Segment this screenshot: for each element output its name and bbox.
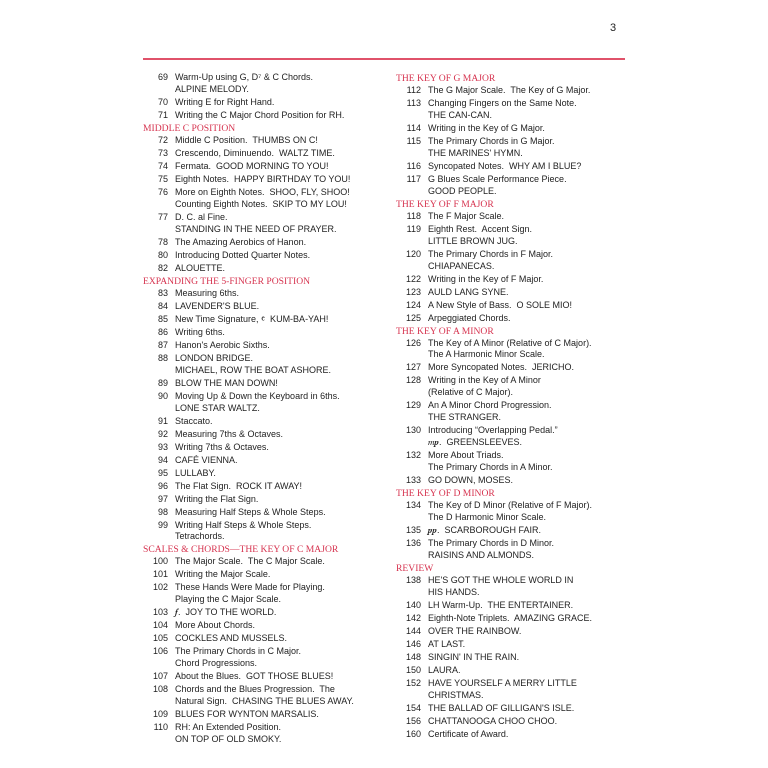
page-ref: 126 xyxy=(405,337,421,348)
toc-right-column xyxy=(396,72,628,742)
toc-entry[interactable] xyxy=(396,613,628,625)
page-ref: 146 xyxy=(405,638,421,649)
entry-title: The Primary Chords in D Minor. RAISINS AND ALMONDS. xyxy=(428,537,555,560)
entry-title: The Primary Chords in F Major. CHIAPANECAS. xyxy=(428,248,554,271)
section-heading: SCALES & CHORDS—THE KEY OF C MAJOR xyxy=(143,544,339,556)
entry-title: 𝆑. JOY TO THE WORLD. xyxy=(175,607,277,618)
entry-title: HE'S GOT THE WHOLE WORLD IN HIS HANDS. xyxy=(428,574,574,597)
toc-entry[interactable] xyxy=(396,400,628,424)
toc-entry[interactable] xyxy=(396,161,628,173)
page-ref: 105 xyxy=(152,633,168,644)
entry-title: Measuring 6ths. xyxy=(175,287,240,298)
page-ref: 127 xyxy=(405,362,421,373)
entry-title: Changing Fingers on the Same Note. THE CAN-CAN. xyxy=(428,98,577,120)
entry-title: Measuring Half Steps & Whole Steps. xyxy=(175,506,326,517)
section-heading: THE KEY OF A MINOR xyxy=(396,325,494,337)
toc-entry[interactable] xyxy=(143,709,375,721)
page-ref: 87 xyxy=(157,339,168,350)
toc-entry[interactable] xyxy=(396,716,628,728)
entry-title: More About Triads. The Primary Chords in A Minor. xyxy=(428,450,553,473)
entry-title: LAURA. xyxy=(428,664,461,675)
entry-title: Eighth Notes. HAPPY BIRTHDAY TO YOU! xyxy=(175,173,351,184)
toc-entry[interactable] xyxy=(396,665,628,677)
page-ref: 83 xyxy=(157,287,168,298)
toc-entry[interactable] xyxy=(396,274,628,286)
toc-entry[interactable] xyxy=(396,224,628,248)
page-ref: 118 xyxy=(406,210,421,221)
toc-entry[interactable] xyxy=(396,362,628,374)
entry-title: Measuring 7ths & Octaves. xyxy=(175,428,284,439)
page-number: 3 xyxy=(610,22,617,34)
toc-entry[interactable] xyxy=(396,338,628,362)
toc-entry[interactable] xyxy=(143,481,375,493)
entry-title: Crescendo, Diminuendo. WALTZ TIME. xyxy=(175,147,335,158)
entry-title: BLOW THE MAN DOWN! xyxy=(175,377,278,388)
page-ref: 91 xyxy=(157,415,168,426)
entry-title: Syncopated Notes. WHY AM I BLUE? xyxy=(428,160,582,171)
entry-title: LH Warm-Up. THE ENTERTAINER. xyxy=(428,599,574,610)
toc-entry[interactable] xyxy=(396,652,628,664)
entry-title: RH: An Extended Position. ON TOP OF OLD SMOKY. xyxy=(175,722,282,745)
entry-title: Arpeggiated Chords. xyxy=(428,312,511,323)
toc-entry[interactable] xyxy=(143,684,375,708)
entry-title: More on Eighth Notes. SHOO, FLY, SHOO! Counting Eighth Notes. SKIP TO MY LOU! xyxy=(175,186,350,209)
page-ref: 86 xyxy=(157,326,168,337)
entry-title: ALOUETTE. xyxy=(175,262,226,273)
entry-title: COCKLES AND MUSSELS. xyxy=(175,633,288,644)
entry-title: Introducing Dotted Quarter Notes. xyxy=(175,249,311,260)
section-heading: MIDDLE C POSITION xyxy=(143,122,236,134)
page-ref: 107 xyxy=(152,671,168,682)
page-ref: 99 xyxy=(157,519,168,530)
entry-title: The Flat Sign. ROCK IT AWAY! xyxy=(175,480,303,491)
page-ref: 140 xyxy=(405,599,421,610)
section-heading: THE KEY OF G MAJOR xyxy=(396,73,496,84)
toc-entry[interactable] xyxy=(396,626,628,638)
section-heading: EXPANDING THE 5-FINGER POSITION xyxy=(143,275,311,287)
entry-title: Eighth-Note Triplets. AMAZING GRACE. xyxy=(428,612,593,623)
page-ref: 76 xyxy=(157,186,168,197)
toc-entry[interactable] xyxy=(143,314,375,326)
toc-entry[interactable] xyxy=(143,722,375,746)
toc-entry[interactable] xyxy=(143,250,375,262)
toc-entry[interactable] xyxy=(396,300,628,312)
entry-title: Certificate of Award. xyxy=(428,728,509,739)
page-ref: 154 xyxy=(405,702,421,713)
entry-title: HAVE YOURSELF A MERRY LITTLE CHRISTMAS. xyxy=(428,677,577,700)
toc-entry[interactable] xyxy=(396,123,628,135)
page-ref: 72 xyxy=(157,134,168,145)
entry-title: Moving Up & Down the Keyboard in 6ths. LONE STAR WALTZ. xyxy=(175,390,340,413)
page-ref: 85 xyxy=(157,313,168,324)
toc-left-column xyxy=(143,72,375,747)
page-ref: 113 xyxy=(406,98,421,108)
page-ref: 120 xyxy=(405,248,421,259)
toc-entry[interactable] xyxy=(396,287,628,299)
toc-entry[interactable] xyxy=(143,620,375,632)
entry-title: A New Style of Bass. O SOLE MIO! xyxy=(428,299,573,310)
page-ref: 136 xyxy=(405,537,421,548)
entry-title: New Time Signature, 𝄴 KUM-BA-YAH! xyxy=(175,313,329,324)
entry-title: More Syncopated Notes. JERICHO. xyxy=(428,362,575,373)
toc-entry[interactable] xyxy=(396,525,628,537)
page-ref: 133 xyxy=(405,475,421,486)
page-ref: 144 xyxy=(405,625,421,636)
toc-entry[interactable] xyxy=(143,327,375,339)
entry-title: The Amazing Aerobics of Hanon. xyxy=(175,236,307,247)
toc-entry[interactable] xyxy=(143,442,375,454)
toc-entry[interactable] xyxy=(143,633,375,645)
page-ref: 74 xyxy=(157,160,168,171)
toc-entry[interactable] xyxy=(396,538,628,562)
toc-entry[interactable] xyxy=(143,494,375,506)
entry-title: Writing the Major Scale. xyxy=(175,569,271,580)
toc-entry[interactable] xyxy=(143,520,375,544)
toc-entry[interactable] xyxy=(143,391,375,415)
entry-title: Chords and the Blues Progression. The Natural Sign. CHASING THE BLUES AWAY. xyxy=(175,684,354,707)
page-ref: 129 xyxy=(405,400,421,411)
entry-title: Staccato. xyxy=(175,415,213,426)
toc-entry[interactable] xyxy=(143,353,375,377)
entry-title: More About Chords. xyxy=(175,620,256,631)
page-ref: 80 xyxy=(157,249,168,260)
entry-title: Writing E for Right Hand. xyxy=(175,96,275,107)
page-ref: 116 xyxy=(406,160,421,171)
page-ref: 135 xyxy=(405,524,421,535)
toc-entry[interactable] xyxy=(143,135,375,147)
page-ref: 104 xyxy=(152,620,168,631)
toc-entry[interactable] xyxy=(396,425,628,449)
entry-title: OVER THE RAINBOW. xyxy=(428,625,522,636)
toc-entry[interactable] xyxy=(396,375,628,399)
page-ref: 75 xyxy=(157,173,168,184)
entry-title: GO DOWN, MOSES. xyxy=(428,475,514,486)
page-ref: 100 xyxy=(152,556,168,567)
toc-entry[interactable] xyxy=(143,646,375,670)
entry-title: The Major Scale. The C Major Scale. xyxy=(175,556,325,567)
entry-title: Middle C Position. THUMBS ON C! xyxy=(175,134,318,145)
page-ref: 69 xyxy=(157,72,168,82)
entry-title: These Hands Were Made for Playing. Playing the C Major Scale. xyxy=(175,582,325,605)
page-ref: 156 xyxy=(405,715,421,726)
toc-entry[interactable] xyxy=(143,301,375,313)
entry-title: An A Minor Chord Progression. THE STRANGER. xyxy=(428,400,552,423)
page-ref: 134 xyxy=(405,500,421,511)
page-ref: 94 xyxy=(157,454,168,465)
toc-entry[interactable] xyxy=(143,569,375,581)
entry-title: D. C. al Fine. STANDING IN THE NEED OF PRAYER. xyxy=(175,211,337,234)
toc-entry[interactable] xyxy=(143,187,375,211)
page-ref: 106 xyxy=(152,646,168,657)
header-rule xyxy=(143,58,625,60)
toc-entry[interactable] xyxy=(396,703,628,715)
toc-entry[interactable] xyxy=(143,582,375,606)
page-ref: 142 xyxy=(405,612,421,623)
page-ref: 77 xyxy=(157,211,168,222)
page-ref: 97 xyxy=(157,493,168,504)
page-ref: 82 xyxy=(157,262,168,273)
entry-title: Writing the C Major Chord Position for RH. xyxy=(175,109,345,120)
toc-entry[interactable] xyxy=(143,148,375,160)
page-ref: 124 xyxy=(405,299,421,310)
section-heading: THE KEY OF D MINOR xyxy=(396,488,495,500)
page-ref: 117 xyxy=(406,173,421,184)
toc-entry[interactable] xyxy=(143,263,375,275)
page-ref: 93 xyxy=(157,441,168,452)
page-ref: 90 xyxy=(157,390,168,401)
toc-entry[interactable] xyxy=(396,136,628,160)
toc-entry[interactable] xyxy=(143,72,375,96)
toc-entry[interactable] xyxy=(143,468,375,480)
toc-entry[interactable] xyxy=(396,211,628,223)
page-ref: 125 xyxy=(405,312,421,323)
page-ref: 95 xyxy=(157,467,168,478)
toc-entry[interactable] xyxy=(143,340,375,352)
toc-entry[interactable] xyxy=(143,416,375,428)
entry-title: Hanon's Aerobic Sixths. xyxy=(175,339,270,350)
page-ref: 70 xyxy=(157,96,168,107)
page-ref: 89 xyxy=(157,377,168,388)
page-ref: 123 xyxy=(405,286,421,297)
toc-entry[interactable] xyxy=(396,678,628,702)
page-ref: 122 xyxy=(405,273,421,284)
toc-entry[interactable] xyxy=(396,174,628,198)
entry-title: The Key of D Minor (Relative of F Major). The D Harmonic Minor Scale. xyxy=(428,500,593,522)
toc-entry[interactable] xyxy=(143,174,375,186)
page-ref: 96 xyxy=(157,480,168,491)
toc-entry[interactable] xyxy=(143,161,375,173)
toc-entry[interactable] xyxy=(143,97,375,109)
entry-title: Eighth Rest. Accent Sign. LITTLE BROWN JUG. xyxy=(428,223,533,246)
entry-title: CAFÉ VIENNA. xyxy=(175,454,238,465)
entry-title: LAVENDER'S BLUE. xyxy=(175,300,260,311)
page-ref: 84 xyxy=(157,300,168,311)
section-heading: THE KEY OF F MAJOR xyxy=(396,198,494,210)
page-ref: 108 xyxy=(152,684,168,695)
entry-title: Writing in the Key of F Major. xyxy=(428,273,544,284)
entry-title: LULLABY. xyxy=(175,467,216,478)
entry-title: AT LAST. xyxy=(428,638,466,649)
page-ref: 148 xyxy=(405,651,421,662)
page-ref: 88 xyxy=(157,352,168,363)
toc-entry[interactable] xyxy=(396,575,628,599)
entry-title: The Primary Chords in G Major. THE MARINES' HYMN. xyxy=(428,135,555,158)
toc-entry[interactable] xyxy=(143,237,375,249)
toc-entry[interactable] xyxy=(396,313,628,325)
page-ref: 109 xyxy=(152,709,168,720)
toc-entry[interactable] xyxy=(396,600,628,612)
entry-title: Writing Half Steps & Whole Steps. Tetrachords. xyxy=(175,519,312,542)
page-ref: 138 xyxy=(405,574,421,585)
page-ref: 115 xyxy=(406,135,421,146)
page-ref: 78 xyxy=(157,236,168,247)
section-heading: REVIEW xyxy=(396,562,434,574)
toc-entry[interactable] xyxy=(143,288,375,300)
toc-entry[interactable] xyxy=(143,455,375,467)
entry-title: Warm-Up using G, D⁷ & C Chords. ALPINE MELODY. xyxy=(175,72,313,94)
page-ref: 112 xyxy=(406,85,421,95)
toc-entry[interactable] xyxy=(143,671,375,683)
entry-title: About the Blues. GOT THOSE BLUES! xyxy=(175,671,334,682)
entry-title: Fermata. GOOD MORNING TO YOU! xyxy=(175,160,329,171)
entry-title: THE BALLAD OF GILLIGAN'S ISLE. xyxy=(428,702,575,713)
toc-entry[interactable] xyxy=(396,639,628,651)
toc-entry[interactable] xyxy=(396,475,628,487)
toc-entry[interactable] xyxy=(396,249,628,273)
page-ref: 110 xyxy=(153,722,168,733)
entry-title: The Primary Chords in C Major. Chord Progressions. xyxy=(175,646,302,669)
toc-entry[interactable] xyxy=(396,98,628,122)
entry-title: CHATTANOOGA CHOO CHOO. xyxy=(428,715,558,726)
entry-title: Writing in the Key of A Minor (Relative of C Major). xyxy=(428,375,541,398)
page-ref: 119 xyxy=(406,223,421,234)
toc-entry[interactable] xyxy=(396,500,628,524)
page-ref: 98 xyxy=(157,506,168,517)
entry-title: Writing 6ths. xyxy=(175,326,225,337)
entry-title: Writing the Flat Sign. xyxy=(175,493,259,504)
entry-title: Writing 7ths & Octaves. xyxy=(175,441,269,452)
toc-entry[interactable] xyxy=(396,450,628,474)
entry-title: LONDON BRIDGE. MICHAEL, ROW THE BOAT ASHORE. xyxy=(175,352,332,375)
entry-title: AULD LANG SYNE. xyxy=(428,286,509,297)
toc-entry[interactable] xyxy=(143,507,375,519)
entry-title: The Key of A Minor (Relative of C Major). The A Harmonic Minor Scale. xyxy=(428,337,592,360)
page-ref: 130 xyxy=(405,425,421,436)
entry-title: The G Major Scale. The Key of G Major. xyxy=(428,85,591,95)
toc-entry[interactable] xyxy=(143,556,375,568)
entry-title: BLUES FOR WYNTON MARSALIS. xyxy=(175,709,319,720)
entry-title: 𝆏𝆏. SCARBOROUGH FAIR. xyxy=(428,524,542,535)
page-ref: 152 xyxy=(405,677,421,688)
toc-entry[interactable] xyxy=(143,378,375,390)
toc-entry[interactable] xyxy=(143,212,375,236)
page-ref: 128 xyxy=(405,375,421,386)
entry-title: Introducing “Overlapping Pedal.” 𝆐𝆏. GREENSLEEVES. xyxy=(428,425,558,448)
page-ref: 132 xyxy=(405,450,421,461)
page-ref: 73 xyxy=(157,147,168,158)
toc-entry[interactable] xyxy=(143,607,375,619)
entry-title: G Blues Scale Performance Piece. GOOD PEOPLE. xyxy=(428,173,567,196)
page-ref: 103 xyxy=(152,607,168,618)
toc-entry[interactable] xyxy=(396,85,628,97)
toc-entry[interactable] xyxy=(143,110,375,122)
toc-entry[interactable] xyxy=(143,429,375,441)
page-ref: 160 xyxy=(405,728,421,739)
page-ref: 114 xyxy=(406,122,421,133)
page-ref: 92 xyxy=(157,428,168,439)
entry-title: The F Major Scale. xyxy=(428,210,505,221)
entry-title: Writing in the Key of G Major. xyxy=(428,122,545,133)
page-ref: 101 xyxy=(152,569,168,580)
page-ref: 102 xyxy=(152,582,168,593)
page-ref: 71 xyxy=(157,109,168,120)
entry-title: SINGIN' IN THE RAIN. xyxy=(428,651,520,662)
page-ref: 150 xyxy=(405,664,421,675)
toc-entry[interactable] xyxy=(396,729,628,741)
